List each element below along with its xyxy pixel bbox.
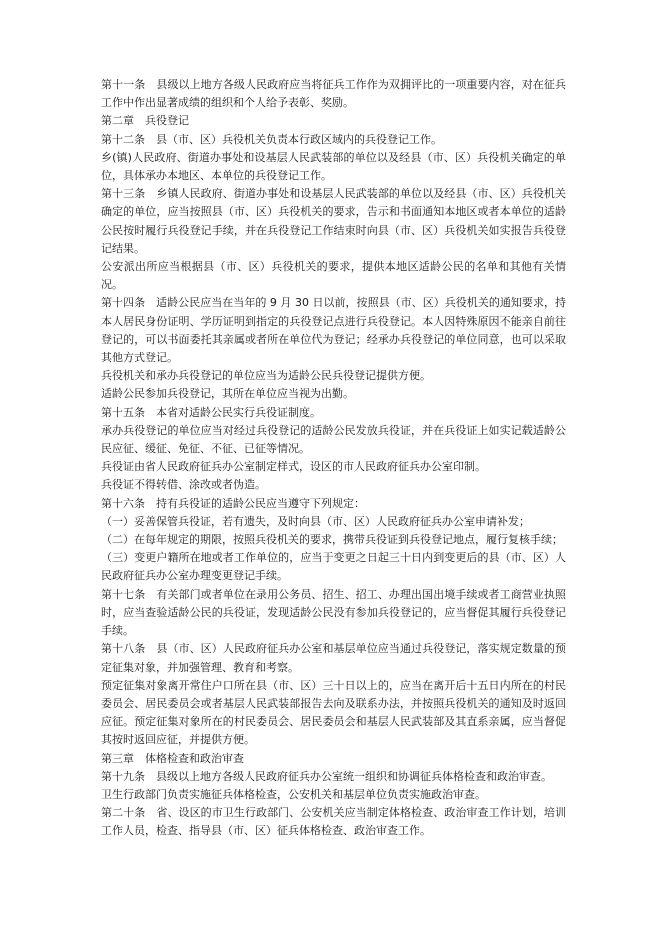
paragraph-article-11: 第十一条 县级以上地方各级人民政府应当将征兵工作作为双拥评比的一项重要内容，对在征兵工作中作出显著成绩的组织和个人给予表彰、奖励。 (101, 78, 566, 110)
paragraph-article-12: 第十二条 县（市、区）兵役机关负责本行政区域内的兵役登记工作。 (101, 132, 442, 146)
paragraph-article-17: 第十七条 有关部门或者单位在录用公务员、招生、招工、办理出国出境手续或者工商营业执照时，应当查验适龄公民的兵役证，发现适龄公民没有参加兵役登记的，应当督促其履行兵役登记手续。 (101, 587, 566, 638)
paragraph-article-14: 第十四条 适龄公民应当在当年的 9 月 30 日以前，按照县（市、区）兵役机关的通知要求，持本人居民身份证明、学历证明到指定的兵役登记点进行兵役登记。本人因特殊原因不能亲自前往登记的，可以书面委托其亲属或者所在单位代为登记；经承办兵役登记的单位同意，也可以采取其他方式登记。 (101, 296, 566, 365)
document-page (101, 76, 566, 841)
paragraph: 适龄公民参加兵役登记，其所在单位应当视为出勤。 (101, 387, 354, 401)
paragraph-article-16: 第十六条 持有兵役证的适龄公民应当遵守下列规定： (101, 496, 365, 510)
paragraph: 兵役证不得转借、涂改或者伪造。 (101, 478, 266, 492)
paragraph: 承办兵役登记的单位应当对经过兵役登记的适龄公民发放兵役证，并在兵役证上如实记载适龄公民应征、缓征、免征、不征、已征等情况。 (101, 423, 566, 456)
paragraph-article-15: 第十五条 本省对适龄公民实行兵役证制度。 (101, 405, 321, 419)
paragraph: 兵役证由省人民政府征兵办公室制定样式，设区的市人民政府征兵办公室印制。 (101, 460, 486, 474)
chapter-3-heading: 第三章 体格检查和政治审查 (101, 751, 244, 765)
list-item: （一）妥善保管兵役证，若有遗失，及时向县（市、区）人民政府征兵办公室申请补发； (101, 514, 530, 528)
paragraph-article-20: 第二十条 省、设区的市卫生行政部门、公安机关应当制定体格检查、政治审查工作计划，培训工作人员，检查、指导县（市、区）征兵体格检查、政治审查工作。 (101, 806, 566, 838)
paragraph-article-18: 第十八条 县（市、区）人民政府征兵办公室和基层单位应当通过兵役登记，落实规定数量的预定征集对象，并加强管理、教育和考察。 (101, 642, 566, 674)
paragraph: 预定征集对象离开常住户口所在县（市、区）三十日以上的，应当在离开后十五日内所在的村民委员会、居民委员会或者基层人民武装部报告去向及联系办法，并按照兵役机关的通知及时返回应征。预定征集对象所在的村民委员会、居民委员会和基层人民武装部及其直系亲属，应当督促其按时返回应征，并提供方便。 (101, 678, 566, 747)
list-item: （三）变更户籍所在地或者工作单位的，应当于变更之日起三十日内到变更后的县（市、区）人民政府征兵办公室办理变更登记手续。 (101, 551, 566, 583)
paragraph: 公安派出所应当根据县（市、区）兵役机关的要求，提供本地区适龄公民的名单和其他有关情况。 (101, 260, 566, 292)
paragraph-article-13: 第十三条 乡镇人民政府、街道办事处和设基层人民武装部的单位以及经县（市、区）兵役机关确定的单位，应当按照县（市、区）兵役机关的要求，告示和书面通知本地区或者本单位的适龄公民按时履行兵役登记手续，并在兵役登记工作结束时向县（市、区）兵役机关如实报告兵役登记结果。 (101, 187, 566, 255)
paragraph: 兵役机关和承办兵役登记的单位应当为适龄公民兵役登记提供方便。 (101, 369, 431, 383)
paragraph: 乡(镇)人民政府、街道办事处和设基层人民武装部的单位以及经县（市、区）兵役机关确定的单位，具体承办本地区、本单位的兵役登记工作。 (101, 150, 566, 183)
list-item: （二）在每年规定的期限，按照兵役机关的要求，携带兵役证到兵役登记地点，履行复核手续； (101, 533, 563, 547)
paragraph: 卫生行政部门负责实施征兵体格检查，公安机关和基层单位负责实施政治审查。 (101, 787, 486, 801)
chapter-2-heading: 第二章 兵役登记 (101, 114, 189, 128)
paragraph-article-19: 第十九条 县级以上地方各级人民政府征兵办公室统一组织和协调征兵体格检查和政治审查。 (101, 769, 552, 783)
